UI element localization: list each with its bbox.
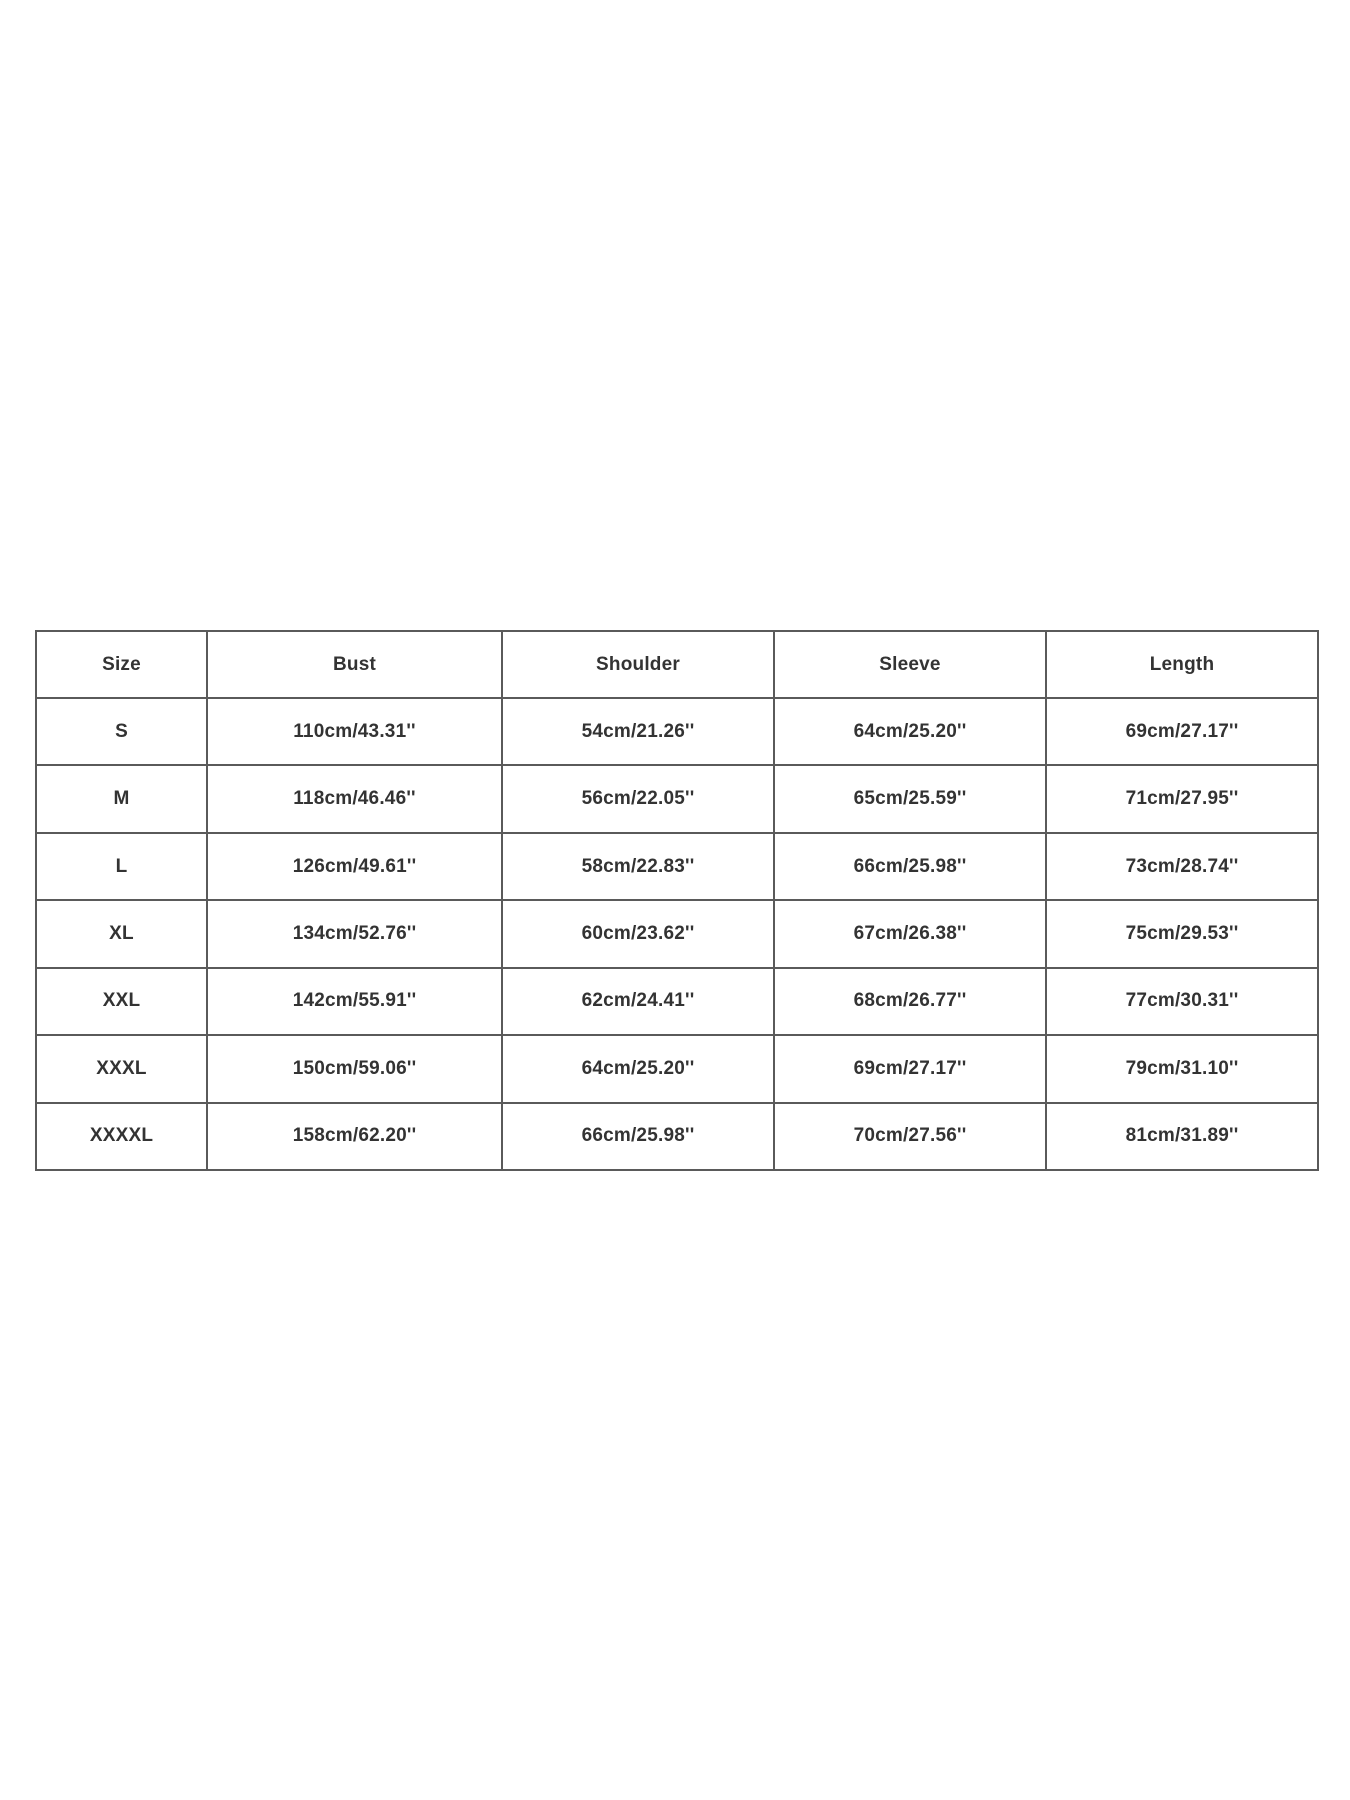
- cell-size: XXL: [36, 968, 207, 1035]
- cell-length: 79cm/31.10'': [1046, 1035, 1318, 1102]
- cell-size: XL: [36, 900, 207, 967]
- cell-size: XXXL: [36, 1035, 207, 1102]
- cell-sleeve: 64cm/25.20'': [774, 698, 1046, 765]
- cell-size: XXXXL: [36, 1103, 207, 1170]
- cell-shoulder: 64cm/25.20'': [502, 1035, 774, 1102]
- table-row: [36, 833, 1318, 900]
- cell-length: 73cm/28.74'': [1046, 833, 1318, 900]
- table-row: [36, 765, 1318, 832]
- table-row: [36, 1103, 1318, 1170]
- cell-sleeve: 70cm/27.56'': [774, 1103, 1046, 1170]
- table-row: [36, 900, 1318, 967]
- cell-shoulder: 60cm/23.62'': [502, 900, 774, 967]
- cell-shoulder: 56cm/22.05'': [502, 765, 774, 832]
- cell-bust: 158cm/62.20'': [207, 1103, 502, 1170]
- cell-bust: 118cm/46.46'': [207, 765, 502, 832]
- cell-length: 77cm/30.31'': [1046, 968, 1318, 1035]
- cell-sleeve: 68cm/26.77'': [774, 968, 1046, 1035]
- cell-bust: 110cm/43.31'': [207, 698, 502, 765]
- cell-bust: 150cm/59.06'': [207, 1035, 502, 1102]
- cell-sleeve: 67cm/26.38'': [774, 900, 1046, 967]
- cell-bust: 126cm/49.61'': [207, 833, 502, 900]
- cell-shoulder: 66cm/25.98'': [502, 1103, 774, 1170]
- cell-length: 75cm/29.53'': [1046, 900, 1318, 967]
- table-row: [36, 698, 1318, 765]
- cell-shoulder: 62cm/24.41'': [502, 968, 774, 1035]
- table-row: [36, 1035, 1318, 1102]
- table-row: [36, 968, 1318, 1035]
- cell-shoulder: 54cm/21.26'': [502, 698, 774, 765]
- header-row: [36, 631, 1318, 698]
- cell-length: 81cm/31.89'': [1046, 1103, 1318, 1170]
- cell-bust: 134cm/52.76'': [207, 900, 502, 967]
- cell-sleeve: 65cm/25.59'': [774, 765, 1046, 832]
- header-size: Size: [36, 631, 207, 698]
- size-chart-table: [35, 630, 1319, 1171]
- cell-bust: 142cm/55.91'': [207, 968, 502, 1035]
- cell-sleeve: 69cm/27.17'': [774, 1035, 1046, 1102]
- cell-sleeve: 66cm/25.98'': [774, 833, 1046, 900]
- header-shoulder: Shoulder: [502, 631, 774, 698]
- cell-size: L: [36, 833, 207, 900]
- cell-shoulder: 58cm/22.83'': [502, 833, 774, 900]
- header-length: Length: [1046, 631, 1318, 698]
- cell-size: M: [36, 765, 207, 832]
- header-bust: Bust: [207, 631, 502, 698]
- cell-length: 69cm/27.17'': [1046, 698, 1318, 765]
- cell-size: S: [36, 698, 207, 765]
- cell-length: 71cm/27.95'': [1046, 765, 1318, 832]
- header-sleeve: Sleeve: [774, 631, 1046, 698]
